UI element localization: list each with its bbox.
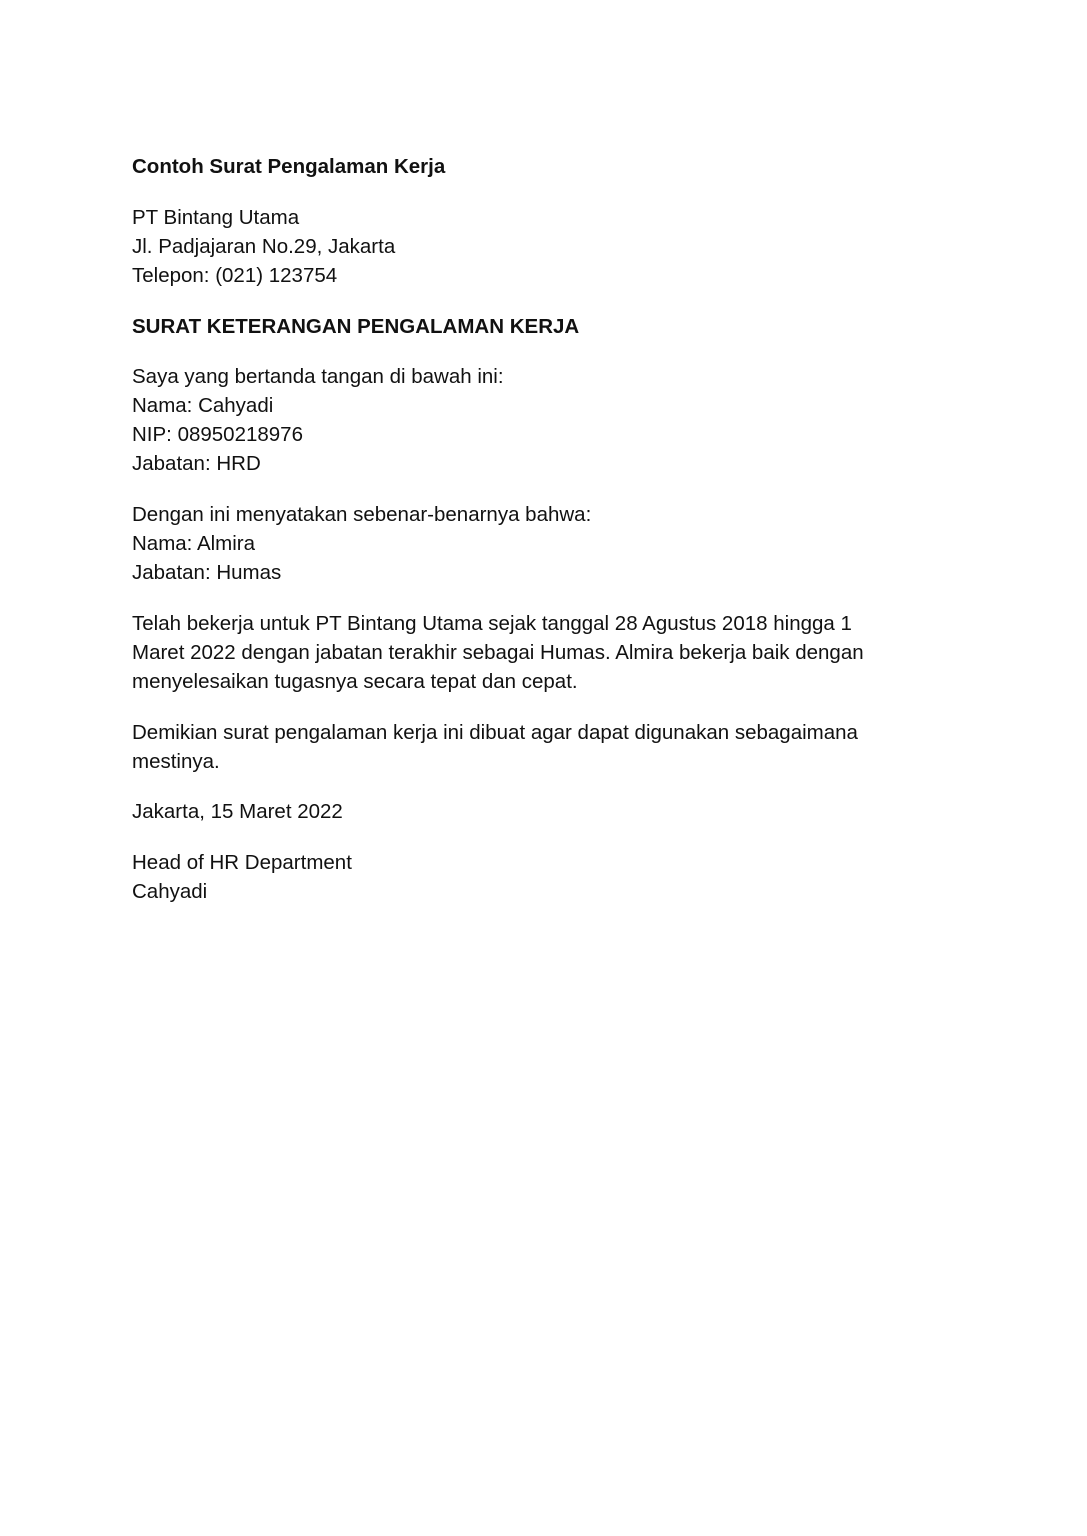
employee-intro: Dengan ini menyatakan sebenar-benarnya bahwa: [132,503,592,526]
signatory-nip: NIP: 08950218976 [132,423,303,446]
company-phone: Telepon: (021) 123754 [132,264,338,287]
signature-name: Cahyadi [132,880,208,903]
letter-heading: SURAT KETERANGAN PENGALAMAN KERJA [132,315,580,338]
employee-name: Nama: Almira [132,532,256,555]
signatory-intro: Saya yang bertanda tangan di bawah ini: [132,365,504,388]
closing-line: Demikian surat pengalaman kerja ini dibuat agar dapat digunakan sebagaimana [132,721,858,744]
body-line: Maret 2022 dengan jabatan terakhir sebagai Humas. Almira bekerja baik dengan [132,641,864,664]
signatory-position: Jabatan: HRD [132,452,261,475]
company-address: Jl. Padjajaran No.29, Jakarta [132,235,396,258]
company-name: PT Bintang Utama [132,206,300,229]
signature-title: Head of HR Department [132,851,352,874]
body-line: menyelesaikan tugasnya secara tepat dan cepat. [132,670,578,693]
body-line: Telah bekerja untuk PT Bintang Utama sejak tanggal 28 Agustus 2018 hingga 1 [132,612,852,635]
employee-position: Jabatan: Humas [132,561,282,584]
place-date: Jakarta, 15 Maret 2022 [132,800,343,823]
closing-line: mestinya. [132,750,220,773]
document-title: Contoh Surat Pengalaman Kerja [132,155,446,178]
signatory-name: Nama: Cahyadi [132,394,274,417]
